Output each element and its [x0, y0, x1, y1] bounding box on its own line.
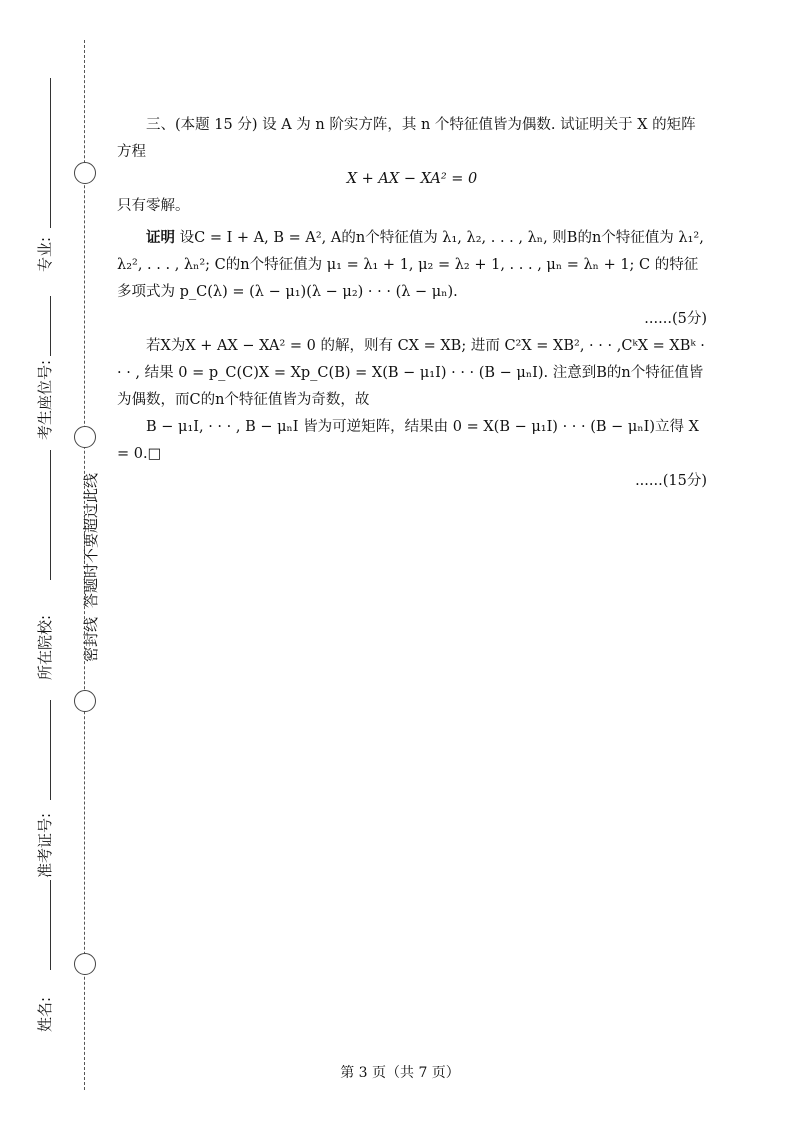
name-label: 姓名:	[36, 996, 54, 1032]
name-fill-line	[50, 880, 51, 970]
major-label: 专业:	[36, 236, 54, 272]
admission-number-label: 准考证号:	[36, 812, 54, 878]
proof-paragraph-3: B − μ₁I, · · · , B − μₙI 皆为可逆矩阵，结果由 0 = X(B − μ₁I) · · · (B − μₙI)立得 X = 0.□	[117, 419, 699, 462]
binding-hole	[74, 690, 96, 712]
school-fill-line	[50, 450, 51, 580]
problem-content	[117, 112, 707, 495]
seal-warning-text: 答题时不要超过此线	[82, 472, 100, 608]
seat-fill-line	[50, 296, 51, 356]
binding-hole	[74, 953, 96, 975]
school-label: 所在院校:	[36, 614, 54, 680]
proof-paragraph-2: 若X为X + AX − XA² = 0 的解，则有 CX = XB; 进而 C²X = XB², · · · ,CᵏX = XBᵏ · · · , 结果 0 = p_C(C)X = Xp_C(B) = X(B − μ₁I) · · · (B − μₙI). 注意到B的n个特征值皆为偶数，而C的n个特征值皆为奇数，故	[117, 338, 705, 408]
admission-fill-line	[50, 700, 51, 800]
seat-number-label: 考生座位号:	[36, 359, 54, 440]
proof-paragraph-1	[117, 224, 707, 306]
binding-hole	[74, 426, 96, 448]
score-mark-2: ......(15分)	[635, 473, 707, 489]
proof-text-1: 设C = I + A, B = A², A的n个特征值为 λ₁, λ₂, . . . , λₙ, 则B的n个特征值为 λ₁², λ₂², . . . , λₙ²; C的n个特征值为 μ₁ = λ₁ + 1, μ₂ = λ₂ + 1, . . . , μₙ = λₙ + 1; C 的特征多项式为 p_C(λ) = (λ − μ₁)(λ − μ₂) · · · (λ − μₙ).	[117, 230, 704, 300]
binding-margin	[0, 0, 110, 1131]
score-mark-1: ......(5分)	[644, 311, 707, 327]
page-number: 第 3 页（共 7 页）	[340, 1065, 460, 1081]
problem-statement: 三、(本题 15 分) 设 A 为 n 阶实方阵，其 n 个特征值皆为偶数. 试证明关于 X 的矩阵方程	[117, 117, 696, 160]
proof-label: 证明	[146, 229, 175, 246]
seal-line-text: 密封线	[82, 616, 100, 662]
matrix-equation: X + AX − XA² = 0	[346, 171, 478, 187]
major-fill-line	[50, 78, 51, 228]
problem-conclusion: 只有零解。	[117, 198, 190, 214]
binding-hole	[74, 162, 96, 184]
